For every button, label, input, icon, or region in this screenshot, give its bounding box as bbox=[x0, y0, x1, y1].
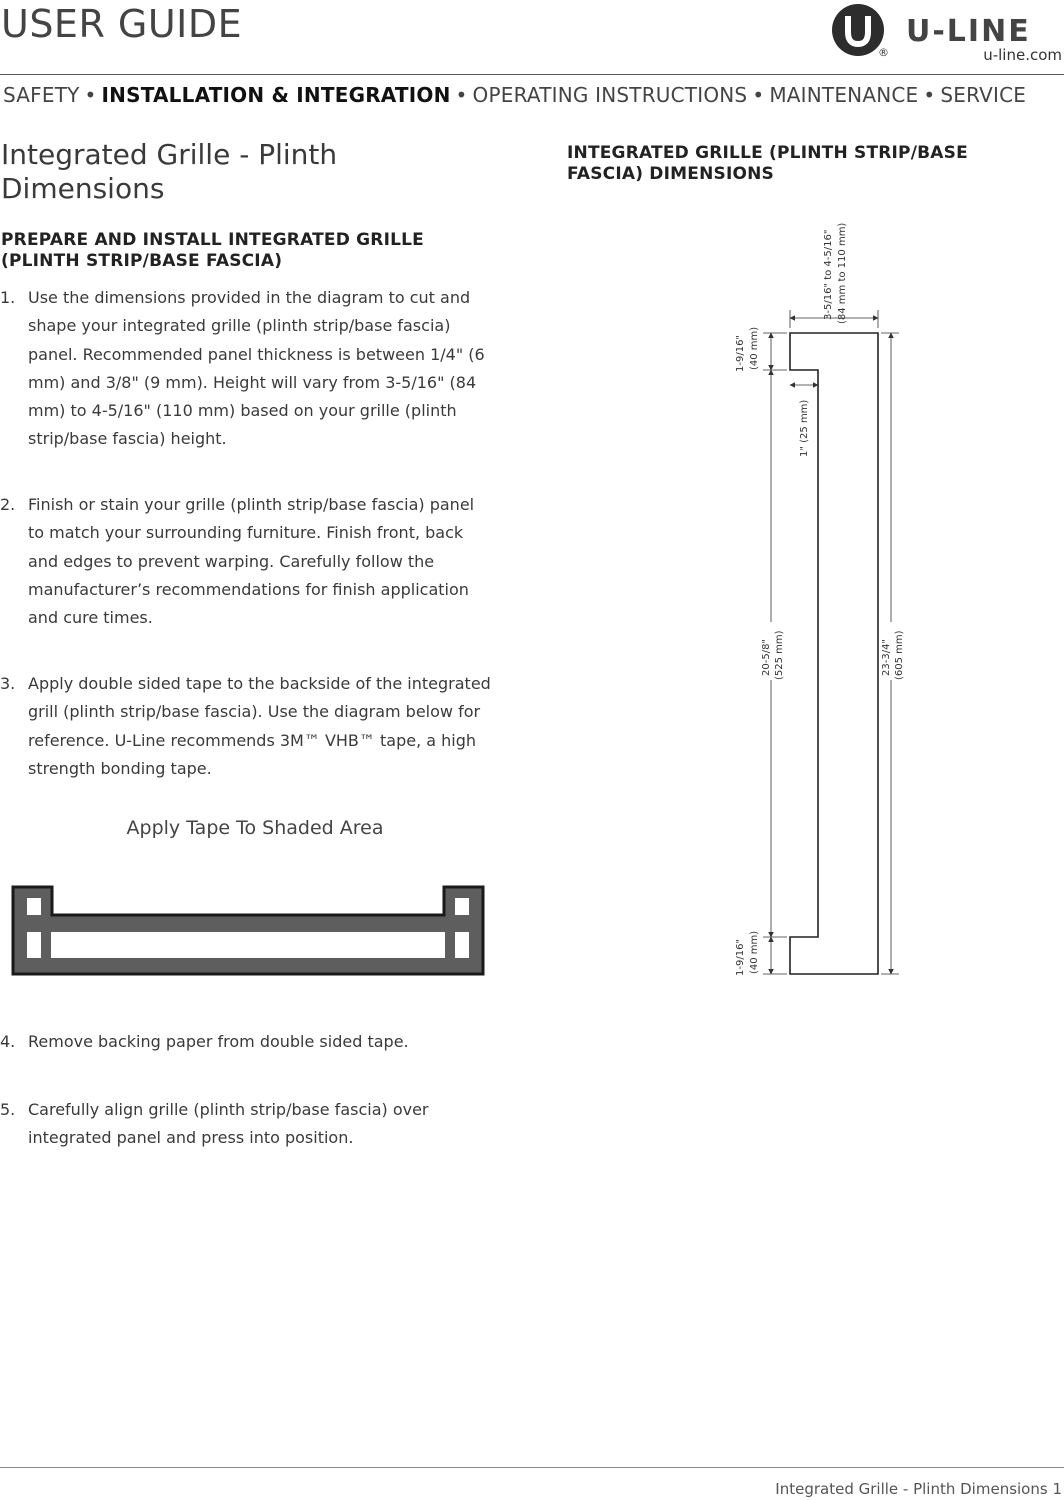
brand-wordmark: U-LINE bbox=[906, 14, 1031, 49]
step-number: 5. bbox=[0, 1100, 16, 1119]
list-item bbox=[0, 284, 495, 454]
nav-item-operating[interactable]: OPERATING INSTRUCTIONS bbox=[472, 83, 748, 107]
nav-separator: • bbox=[752, 83, 765, 107]
step-number: 2. bbox=[0, 495, 16, 514]
section-nav bbox=[3, 83, 1064, 107]
nav-item-service[interactable]: SERVICE bbox=[940, 83, 1027, 107]
nav-item-installation[interactable]: INSTALLATION & INTEGRATION bbox=[101, 83, 451, 107]
tape-caption: Apply Tape To Shaded Area bbox=[126, 817, 384, 839]
dim-label-total-length-mm: (605 mm) bbox=[894, 630, 905, 680]
tape-gap bbox=[27, 898, 41, 915]
tape-gap bbox=[51, 932, 445, 958]
dim-label-top-notch: 1-9/16" bbox=[735, 334, 746, 372]
nav-item-maintenance[interactable]: MAINTENANCE bbox=[769, 83, 919, 107]
tape-panel-outline bbox=[13, 887, 483, 974]
step-number: 4. bbox=[0, 1032, 16, 1051]
page-footer: Integrated Grille - Plinth Dimensions 1 bbox=[775, 1480, 1062, 1498]
step-text: Remove backing paper from double sided tape. bbox=[28, 1032, 409, 1051]
step-text: Carefully align grille (plinth strip/base fascia) over integrated panel and press into position. bbox=[28, 1100, 429, 1148]
list-item bbox=[0, 1096, 495, 1153]
step-number: 1. bbox=[0, 288, 16, 307]
registered-mark: ® bbox=[878, 46, 889, 59]
tape-gap bbox=[455, 932, 469, 958]
list-item bbox=[0, 670, 495, 783]
instructions-heading: PREPARE AND INSTALL INTEGRATED GRILLE (PLINTH STRIP/BASE FASCIA) bbox=[1, 230, 424, 271]
dim-label-height-range: 3-5/16" to 4-5/16" bbox=[823, 229, 834, 320]
doc-title: USER GUIDE bbox=[1, 2, 243, 46]
brand-url: u-line.com bbox=[983, 46, 1062, 64]
dim-label-height-range-mm: (84 mm to 110 mm) bbox=[837, 222, 848, 324]
header-rule bbox=[0, 74, 1064, 75]
tape-gap bbox=[27, 932, 41, 958]
step-text: Finish or stain your grille (plinth strip/base fascia) panel to match your surrounding furniture. Finish front, back and edges to prevent warping. Carefully follow the manufacturer’s recommendations for finish application and cure times. bbox=[28, 495, 475, 628]
nav-separator: • bbox=[84, 83, 97, 107]
nav-separator: • bbox=[923, 83, 936, 107]
logo-circle-icon bbox=[832, 4, 884, 56]
footer-rule bbox=[0, 1467, 1064, 1468]
dim-label-inner-length: 20-5/8" bbox=[761, 638, 772, 676]
section-title: Integrated Grille - Plinth Dimensions bbox=[1, 138, 338, 205]
dim-label-total-length: 23-3/4" bbox=[881, 638, 892, 676]
diagram-heading: INTEGRATED GRILLE (PLINTH STRIP/BASE FASCIA) DIMENSIONS bbox=[567, 143, 968, 184]
list-item bbox=[0, 1028, 495, 1056]
dim-label-notch-depth: 1" (25 mm) bbox=[799, 399, 810, 457]
tape-gap bbox=[455, 898, 469, 915]
dim-label-top-notch-mm: (40 mm) bbox=[749, 326, 760, 370]
list-item bbox=[0, 491, 495, 632]
nav-item-safety[interactable]: SAFETY bbox=[3, 83, 80, 107]
step-text: Apply double sided tape to the backside of the integrated grill (plinth strip/base fascia). Use the diagram below for reference. U-Line recommends 3M™ VHB™ tape, a high strength bonding tape. bbox=[28, 674, 491, 778]
dim-label-bottom-notch-mm: (40 mm) bbox=[749, 930, 760, 974]
step-text: Use the dimensions provided in the diagram to cut and shape your integrated grille (plinth strip/base fascia) panel. Recommended panel thickness is between 1/4" (6 mm) and 3/8" (9 mm). Height will vary from 3-5/16" (84 mm) to 4-5/16" (110 mm) based on your grille (plinth strip/base fascia) height. bbox=[28, 288, 485, 449]
nav-separator: • bbox=[455, 83, 468, 107]
tape-area-diagram bbox=[10, 882, 486, 978]
step-number: 3. bbox=[0, 674, 16, 693]
grille-dimension-diagram bbox=[725, 210, 915, 990]
dim-label-inner-length-mm: (525 mm) bbox=[774, 630, 785, 680]
dim-label-bottom-notch: 1-9/16" bbox=[735, 938, 746, 976]
